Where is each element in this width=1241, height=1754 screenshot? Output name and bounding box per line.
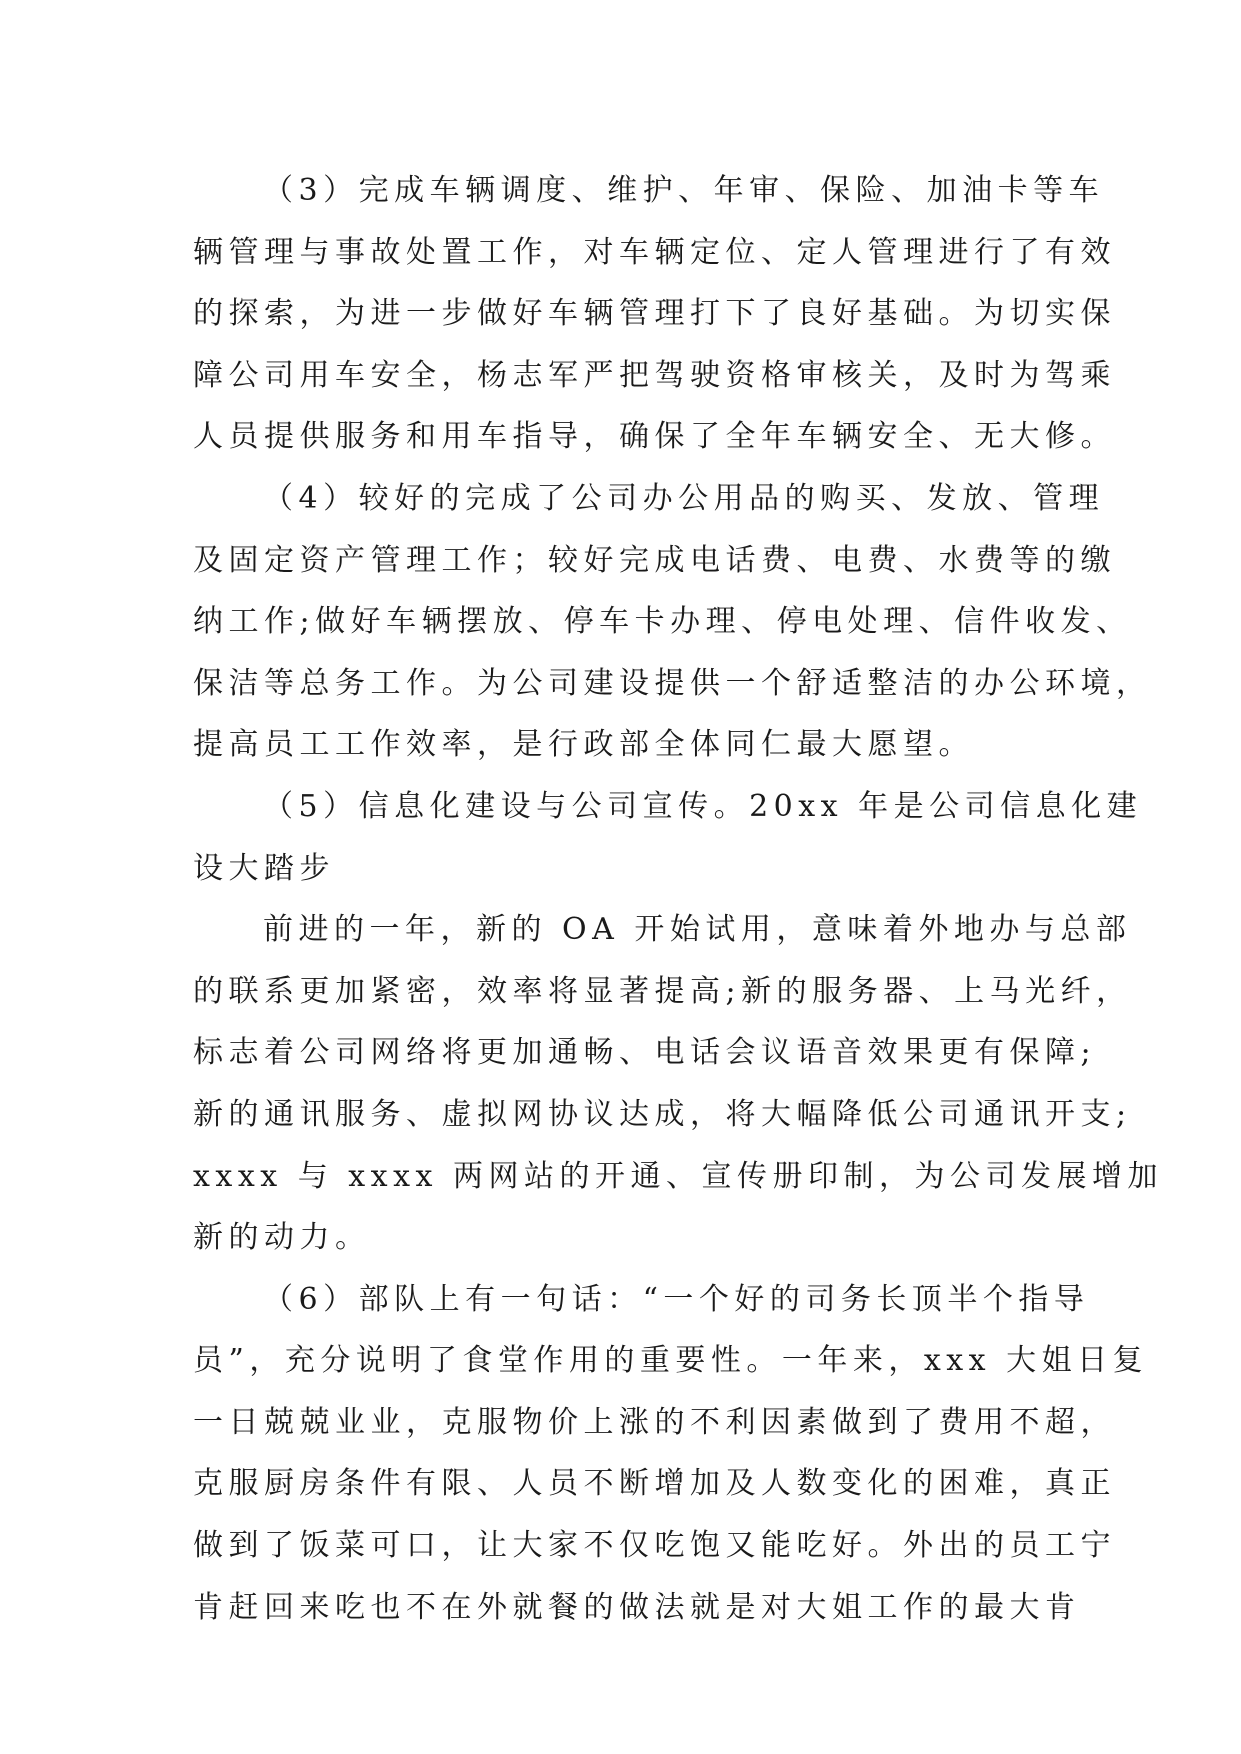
document-body xyxy=(193,160,1163,1638)
text-line: 克服厨房条件有限、人员不断增加及人数变化的困难，真正 xyxy=(193,1466,1116,1502)
text-line: xxxx 与 xxxx 两网站的开通、宣传册印制，为公司发展增加 xyxy=(193,1158,1163,1194)
text-line: （6）部队上有一句话：“一个好的司务长顶半个指导 xyxy=(263,1281,1090,1317)
text-line: 的探索，为进一步做好车辆管理打下了良好基础。为切实保 xyxy=(193,296,1116,332)
text-line: 辆管理与事故处置工作，对车辆定位、定人管理进行了有效 xyxy=(193,234,1116,270)
text-line: 障公司用车安全，杨志军严把驾驶资格审核关，及时为驾乘 xyxy=(193,357,1116,393)
text-line: （3）完成车辆调度、维护、年审、保险、加油卡等车 xyxy=(263,173,1105,208)
text-line: 提高员工工作效率，是行政部全体同仁最大愿望。 xyxy=(193,727,974,763)
text-line: 纳工作;做好车辆摆放、停车卡办理、停电处理、信件收发、 xyxy=(193,604,1132,640)
text-line: 设大踏步 xyxy=(193,850,335,886)
text-line: 做到了饭菜可口，让大家不仅吃饱又能吃好。外出的员工宁 xyxy=(193,1528,1116,1564)
text-line: （5）信息化建设与公司宣传。20xx 年是公司信息化建 xyxy=(263,788,1143,824)
text-line: 一日兢兢业业，克服物价上涨的不利因素做到了费用不超， xyxy=(193,1404,1116,1440)
text-line: 标志着公司网络将更加通畅、电话会议语音效果更有保障; xyxy=(193,1035,1097,1071)
text-line: 新的通讯服务、虚拟网协议达成，将大幅降低公司通讯开支; xyxy=(193,1096,1132,1132)
text-line: 员”，充分说明了食堂作用的重要性。一年来，xxx 大姐日复 xyxy=(193,1343,1149,1379)
text-line: 人员提供服务和用车指导，确保了全年车辆安全、无大修。 xyxy=(193,419,1116,455)
text-line: 及固定资产管理工作；较好完成电话费、电费、水费等的缴 xyxy=(193,542,1116,578)
text-line: 的联系更加紧密，效率将显著提高;新的服务器、上马光纤， xyxy=(193,973,1132,1009)
text-line: 新的动力。 xyxy=(193,1220,371,1256)
text-line: 保洁等总务工作。为公司建设提供一个舒适整洁的办公环境， xyxy=(193,665,1152,701)
text-line: 肯赶回来吃也不在外就餐的做法就是对大姐工作的最大肯 xyxy=(193,1589,1081,1625)
text-line: （4）较好的完成了公司办公用品的购买、发放、管理 xyxy=(263,480,1105,516)
text-line: 前进的一年，新的 OA 开始试用，意味着外地办与总部 xyxy=(263,912,1132,948)
